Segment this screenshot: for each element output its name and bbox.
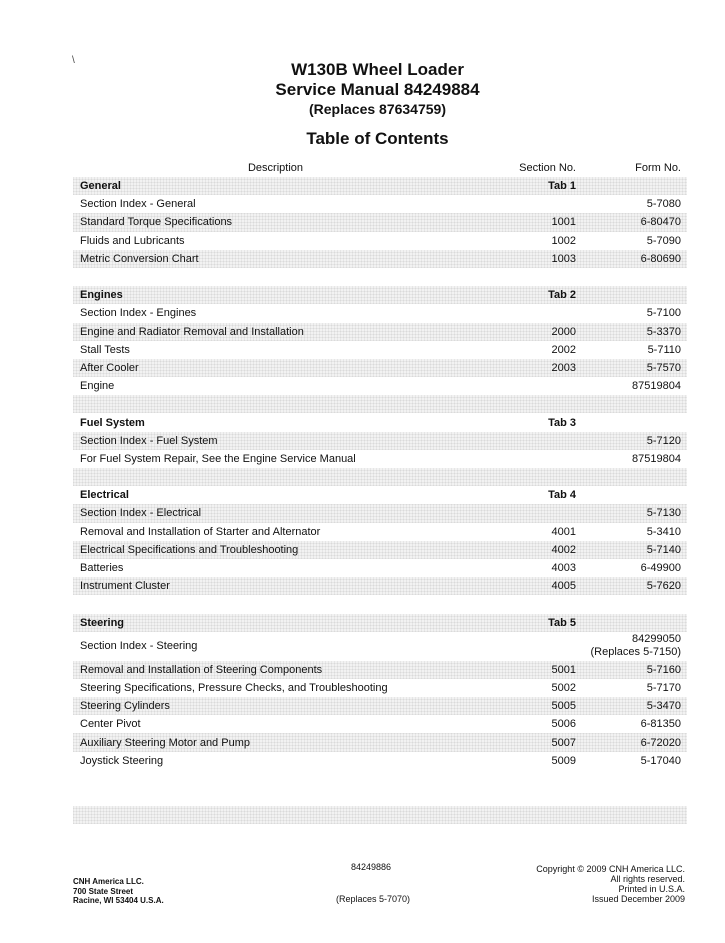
toc-description: Engines: [80, 289, 123, 302]
toc-section-number: 2000: [551, 325, 576, 338]
toc-form-number: [561, 788, 681, 806]
document-title: W130B Wheel Loader: [291, 60, 464, 79]
manual-number: Service Manual 84249884: [275, 80, 480, 99]
toc-section-number: 4003: [551, 562, 576, 575]
toc-row: [73, 395, 687, 413]
toc-form-number: 5-7080: [646, 198, 681, 211]
toc-description: Section Index - General: [80, 198, 196, 211]
rights-line: All rights reserved.: [610, 874, 685, 884]
toc-section-number: 4005: [551, 580, 576, 593]
toc-row: [73, 697, 687, 715]
toc-description: [80, 788, 500, 806]
toc-description: Stall Tests: [80, 343, 130, 356]
toc-row: [73, 359, 687, 377]
toc-row: [73, 559, 687, 577]
toc-description: General: [80, 180, 121, 193]
toc-form-number: [561, 632, 681, 661]
toc-description: Section Index - Electrical: [80, 507, 202, 520]
toc-form-replaces: (Replaces 5-7150): [590, 646, 681, 659]
toc-form-number: 5-7570: [646, 361, 681, 374]
toc-form-number: [561, 413, 681, 431]
document-header: [0, 60, 725, 149]
toc-description: Electrical Specifications and Troubleshooting: [80, 543, 299, 556]
toc-row: [73, 323, 687, 341]
toc-section-number: 5006: [551, 718, 576, 731]
toc-form-number: 5-7170: [646, 681, 681, 694]
copyright-line: Copyright © 2009 CNH America LLC.: [536, 864, 685, 874]
toc-row: [73, 195, 687, 213]
toc-row: [73, 432, 687, 450]
toc-description: [80, 770, 500, 788]
company-address: [73, 877, 164, 906]
toc-row: [73, 523, 687, 541]
toc-row: [73, 679, 687, 697]
toc-row: [73, 595, 687, 613]
toc-section-number: Tab 3: [548, 416, 576, 429]
company-name: CNH America LLC.: [73, 877, 144, 886]
toc-form-number: 5-7620: [646, 580, 681, 593]
toc-form-number: [561, 177, 681, 195]
toc-table: [73, 159, 687, 824]
toc-section-number: 1001: [551, 216, 576, 229]
toc-row: [73, 468, 687, 486]
printed-line: Printed in U.S.A.: [618, 884, 685, 894]
toc-row: [73, 752, 687, 770]
toc-form-number: 6-72020: [640, 736, 681, 749]
toc-description: Engine and Radiator Removal and Installation: [80, 325, 304, 338]
toc-rows: [73, 177, 687, 824]
toc-form-number: [561, 595, 681, 613]
toc-row: [73, 250, 687, 268]
toc-form-number: [561, 286, 681, 304]
issued-line: Issued December 2009: [591, 894, 685, 904]
toc-row: [73, 715, 687, 733]
toc-description: Steering Specifications, Pressure Checks, and Troubleshooting: [80, 681, 388, 694]
toc-row: [73, 268, 687, 286]
toc-row: [73, 541, 687, 559]
toc-header-row: [73, 159, 687, 177]
toc-section-number: Tab 2: [548, 289, 576, 302]
toc-description: Auxiliary Steering Motor and Pump: [80, 736, 250, 749]
toc-form-stack: [591, 633, 682, 659]
toc-section-number: 5009: [551, 754, 576, 767]
column-header-description: Description: [247, 162, 304, 174]
toc-form-number: 5-3470: [646, 700, 681, 713]
toc-section-number: 1002: [551, 234, 576, 247]
column-header-form: Form No.: [635, 162, 681, 174]
column-header-section: Section No.: [519, 162, 576, 174]
toc-description: [80, 595, 500, 613]
toc-form-number: 6-49900: [640, 562, 681, 575]
toc-form-number: [561, 395, 681, 413]
toc-section-heading-row: [73, 614, 687, 632]
toc-section-number: Tab 1: [548, 180, 576, 193]
toc-section-number: 5001: [551, 663, 576, 676]
toc-row: [73, 661, 687, 679]
toc-row: [73, 733, 687, 751]
toc-description: [80, 395, 500, 413]
toc-description: [80, 806, 500, 824]
toc-form-number: 87519804: [632, 380, 681, 393]
toc-description: Metric Conversion Chart: [80, 252, 199, 265]
toc-row: [73, 770, 687, 788]
toc-description: Center Pivot: [80, 718, 141, 731]
toc-section-number: 4001: [551, 525, 576, 538]
toc-description: Section Index - Steering: [80, 640, 198, 653]
toc-form-number: [561, 770, 681, 788]
toc-form-number: 6-81350: [640, 718, 681, 731]
toc-section-number: 2002: [551, 343, 576, 356]
toc-description: After Cooler: [80, 361, 139, 374]
toc-description: Steering: [80, 616, 125, 629]
toc-row: [73, 232, 687, 250]
toc-form-number: 5-17040: [640, 754, 681, 767]
toc-section-number: 5007: [551, 736, 576, 749]
toc-description: Batteries: [80, 562, 124, 575]
toc-section-number: 2003: [551, 361, 576, 374]
toc-section-heading-row: [73, 286, 687, 304]
toc-form-number: 5-3410: [646, 525, 681, 538]
toc-description: [80, 468, 500, 486]
toc-description: [80, 268, 500, 286]
toc-description: Standard Torque Specifications: [80, 216, 233, 229]
toc-section-number: 1003: [551, 252, 576, 265]
toc-form-number: [561, 468, 681, 486]
toc-form-number-primary: 84299050: [632, 633, 681, 646]
toc-description: Removal and Installation of Starter and Alternator: [80, 525, 321, 538]
toc-row: [73, 806, 687, 824]
company-street: 700 State Street: [73, 886, 134, 896]
toc-section-heading-row: [73, 177, 687, 195]
toc-form-number: [561, 614, 681, 632]
toc-section-number: Tab 5: [548, 616, 576, 629]
toc-form-number: 5-7140: [646, 543, 681, 556]
toc-row: [73, 213, 687, 231]
toc-form-number: 6-80690: [640, 252, 681, 265]
toc-form-number: [561, 486, 681, 504]
toc-form-number: 5-3370: [646, 325, 681, 338]
toc-form-number: 5-7160: [646, 663, 681, 676]
toc-form-number: [561, 268, 681, 286]
toc-description: Section Index - Fuel System: [80, 434, 218, 447]
toc-description: Steering Cylinders: [80, 700, 170, 713]
form-replaces: (Replaces 5-7070): [336, 894, 411, 904]
toc-description: Fluids and Lubricants: [80, 234, 185, 247]
toc-row: [73, 450, 687, 468]
toc-form-number: 5-7100: [646, 307, 681, 320]
toc-section-number: 4002: [551, 543, 576, 556]
toc-row: [73, 632, 687, 661]
toc-description: Removal and Installation of Steering Components: [80, 663, 323, 676]
toc-title: Table of Contents: [306, 129, 449, 148]
toc-form-number: 5-7120: [646, 434, 681, 447]
toc-section-number: Tab 4: [548, 489, 576, 502]
toc-row: [73, 304, 687, 322]
toc-form-number: 5-7110: [647, 343, 681, 356]
toc-row: [73, 377, 687, 395]
toc-description: Fuel System: [80, 416, 145, 429]
toc-section-number: 5002: [551, 681, 576, 694]
toc-row: [73, 341, 687, 359]
replaces-note: (Replaces 87634759): [309, 101, 446, 117]
toc-form-number: 5-7090: [646, 234, 681, 247]
toc-form-number: [561, 806, 681, 824]
company-city: Racine, WI 53404 U.S.A.: [73, 896, 164, 905]
toc-description: Section Index - Engines: [80, 307, 197, 320]
toc-section-heading-row: [73, 486, 687, 504]
toc-row: [73, 504, 687, 522]
toc-description: Engine: [80, 380, 115, 393]
toc-row: [73, 577, 687, 595]
toc-form-number: 87519804: [632, 452, 681, 465]
toc-description: Joystick Steering: [80, 754, 164, 767]
toc-section-number: 5005: [551, 700, 576, 713]
toc-description: Instrument Cluster: [80, 580, 170, 593]
stray-mark: \: [72, 55, 75, 66]
toc-description: Electrical: [80, 489, 129, 502]
toc-form-number: 5-7130: [646, 507, 681, 520]
toc-row: [73, 788, 687, 806]
toc-section-heading-row: [73, 413, 687, 431]
copyright-block: [536, 864, 685, 904]
toc-description: For Fuel System Repair, See the Engine Service Manual: [80, 452, 356, 465]
toc-form-number: 6-80470: [640, 216, 681, 229]
form-number: 84249886: [351, 862, 392, 872]
